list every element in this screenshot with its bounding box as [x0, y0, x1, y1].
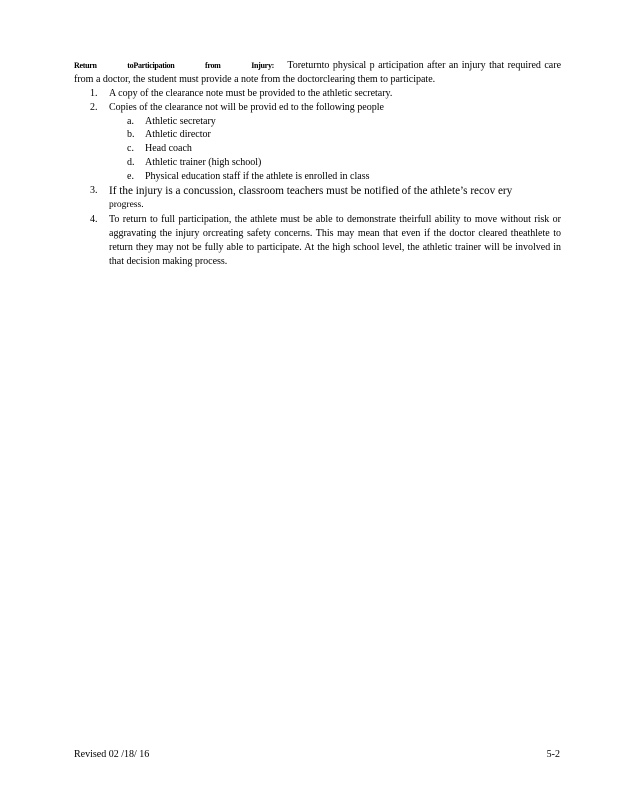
- sublist-text: Athletic director: [145, 129, 211, 141]
- sublist-text: Physical education staff if the athlete is enrolled in class: [145, 170, 370, 182]
- list-item-text: A copy of the clearance note must be provided to the athletic secretary.: [109, 88, 393, 99]
- list-number: 3.: [90, 184, 98, 196]
- sublist-item: [74, 128, 561, 142]
- list-item: [74, 87, 561, 101]
- sublist-item: [74, 115, 561, 129]
- sublist-item: [74, 142, 561, 156]
- recipients-sublist: [109, 115, 561, 184]
- list-item: [74, 101, 561, 184]
- concussion-notice: If the injury is a concussion, classroom teachers must be notified of the athlete’s recov ery: [109, 184, 513, 197]
- sublist-letter: e.: [127, 170, 134, 182]
- sublist-item: [74, 156, 561, 170]
- section-heading: Return toParticipation from Injury:: [74, 61, 275, 70]
- list-item-text: To return to full participation, the athlete must be able to demonstrate theirfull ability to move without risk or aggravating the injury orcreating safety concerns. This may mean that even if the doctor cleared theathlete to return they may not be fully able to participate. At the high school level, the athletic trainer will be involved in that decision making process.: [109, 214, 561, 267]
- sublist-text: Athletic trainer (high school): [145, 156, 262, 168]
- page-number: 5-2: [546, 749, 560, 760]
- sublist-text: Athletic secretary: [145, 115, 216, 127]
- sublist-letter: d.: [127, 156, 135, 168]
- sublist-letter: b.: [127, 129, 135, 141]
- intro-text: Toreturnto physical p articipation after an injury that required care from a doctor, the student must provide a note from the doctorclearing them to participate.: [74, 60, 562, 85]
- intro-paragraph: [74, 59, 561, 87]
- list-item: [74, 184, 561, 214]
- sublist-item: [74, 170, 561, 184]
- sublist-letter: a.: [127, 115, 134, 127]
- list-number: 1.: [90, 88, 98, 99]
- list-item: [74, 213, 561, 268]
- requirements-list: [74, 87, 561, 268]
- list-number: 2.: [90, 101, 98, 113]
- sublist-letter: c.: [127, 143, 134, 155]
- revision-date: Revised 02 /18/ 16: [74, 749, 150, 760]
- concussion-notice-continued: progress.: [109, 200, 144, 211]
- list-number: 4.: [90, 214, 98, 226]
- list-item-text: Copies of the clearance not will be provid ed to the following people: [109, 101, 384, 113]
- sublist-text: Head coach: [145, 143, 192, 155]
